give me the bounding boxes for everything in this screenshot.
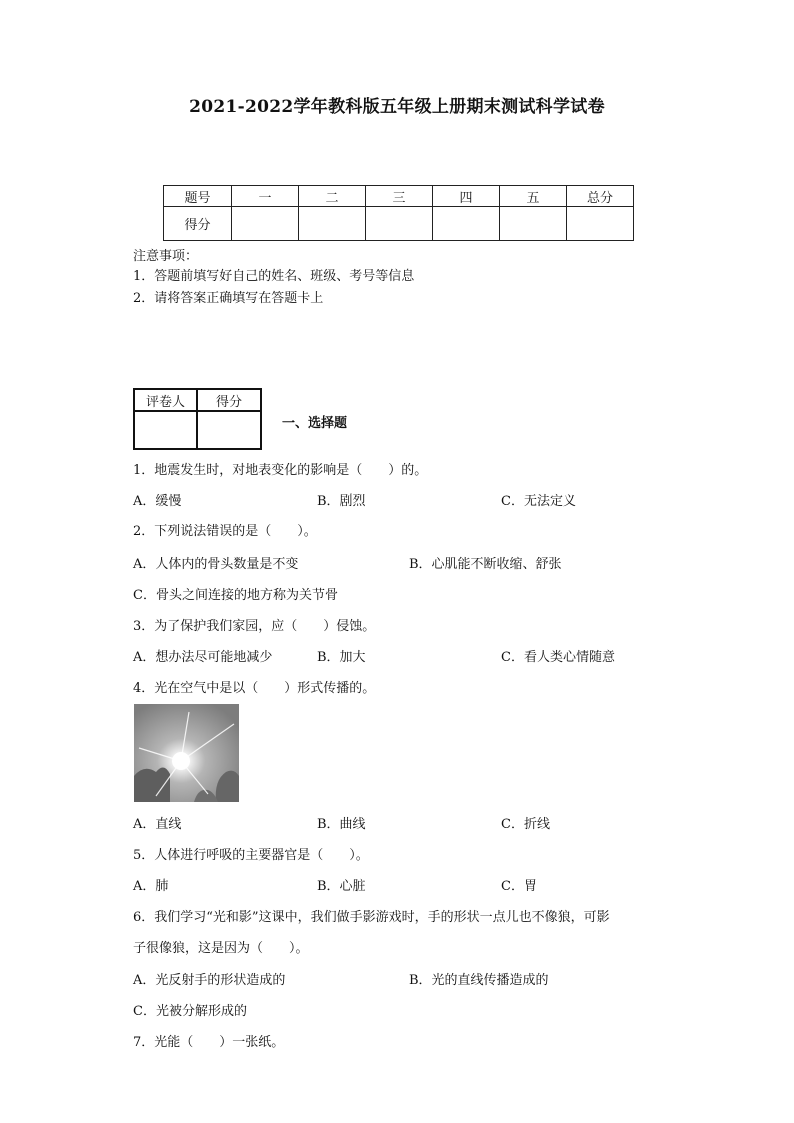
question-stem: 3．为了保护我们家园，应（ ）侵蚀。: [133, 619, 376, 634]
score-header-cell: 四: [433, 186, 500, 207]
grader-input-cell[interactable]: [134, 411, 197, 449]
section-title: 一、选择题: [282, 416, 348, 431]
option-a[interactable]: A．直线: [133, 817, 182, 832]
option-c[interactable]: C．折线: [501, 817, 550, 832]
option-b[interactable]: B．剧烈: [317, 494, 366, 509]
score-header-cell: 总分: [567, 186, 634, 207]
option-b[interactable]: B．心脏: [317, 879, 366, 894]
sunlight-photo: [134, 704, 239, 802]
option-a[interactable]: A．人体内的骨头数量是不变: [133, 557, 299, 572]
notes-item: 1．答题前填写好自己的姓名、班级、考号等信息: [133, 269, 415, 284]
option-a[interactable]: A．缓慢: [133, 494, 182, 509]
grader-table: [133, 388, 262, 450]
option-a[interactable]: A．想办法尽可能地减少: [133, 650, 273, 665]
score-input-cell[interactable]: [366, 207, 433, 241]
option-c[interactable]: C．看人类心情随意: [501, 650, 615, 665]
score-table: [163, 185, 634, 241]
option-c[interactable]: C．光被分解形成的: [133, 1004, 247, 1019]
option-b[interactable]: B．加大: [317, 650, 366, 665]
score-input-cell[interactable]: [567, 207, 634, 241]
option-b[interactable]: B．曲线: [317, 817, 366, 832]
option-c[interactable]: C．胃: [501, 879, 537, 894]
option-c[interactable]: C．无法定义: [501, 494, 576, 509]
question-stem: 5．人体进行呼吸的主要器官是（ ）。: [133, 848, 369, 863]
grader-input-cell[interactable]: [197, 411, 261, 449]
option-b[interactable]: B．光的直线传播造成的: [409, 973, 549, 988]
question-stem: 1．地震发生时，对地表变化的影响是（ ）的。: [133, 463, 428, 478]
question-stem: 7．光能（ ）一张纸。: [133, 1035, 285, 1050]
option-a[interactable]: A．肺: [133, 879, 169, 894]
option-b[interactable]: B．心肌能不断收缩、舒张: [409, 557, 562, 572]
notes-item: 2．请将答案正确填写在答题卡上: [133, 291, 324, 306]
grader-header-cell: 得分: [197, 389, 261, 411]
score-header-cell: 一: [232, 186, 299, 207]
question-stem-continued: 子很像狼，这是因为（ ）。: [133, 941, 309, 956]
score-row-label: 得分: [164, 207, 232, 241]
question-stem: 6．我们学习“光和影”这课中，我们做手影游戏时，手的形状一点儿也不像狼，可影: [133, 910, 610, 925]
score-header-cell: 题号: [164, 186, 232, 207]
option-a[interactable]: A．光反射手的形状造成的: [133, 973, 286, 988]
notes-heading: 注意事项：: [133, 249, 199, 264]
score-input-cell[interactable]: [299, 207, 366, 241]
score-input-cell[interactable]: [433, 207, 500, 241]
score-input-cell[interactable]: [500, 207, 567, 241]
question-stem: 4．光在空气中是以（ ）形式传播的。: [133, 681, 376, 696]
score-header-cell: 三: [366, 186, 433, 207]
score-header-cell: 二: [299, 186, 366, 207]
question-stem: 2．下列说法错误的是（ ）。: [133, 524, 317, 539]
grader-header-cell: 评卷人: [134, 389, 197, 411]
option-c[interactable]: C．骨头之间连接的地方称为关节骨: [133, 588, 338, 603]
page-title: 2021-2022学年教科版五年级上册期末测试科学试卷: [189, 97, 605, 117]
score-header-cell: 五: [500, 186, 567, 207]
score-input-cell[interactable]: [232, 207, 299, 241]
